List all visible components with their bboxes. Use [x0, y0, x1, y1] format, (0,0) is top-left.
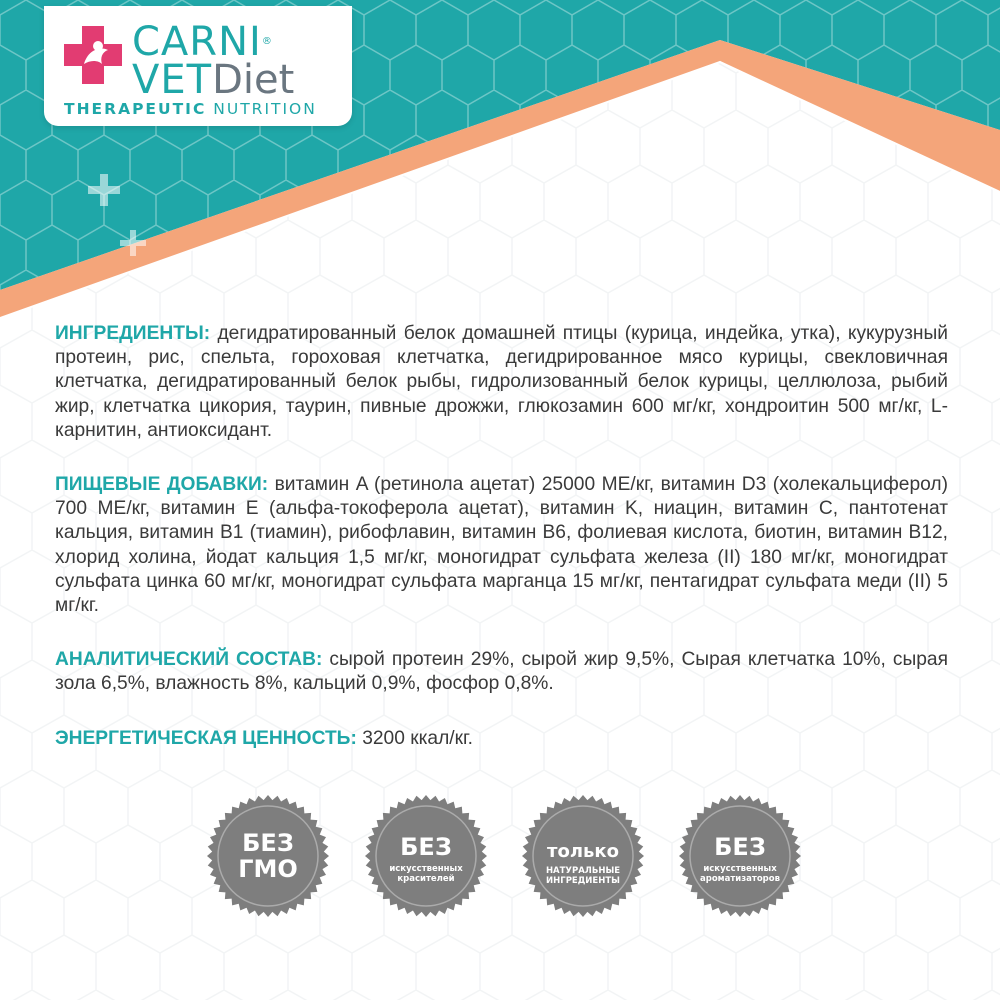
- additives-text: витамин A (ретинола ацетат) 25000 МЕ/кг, витамин D3 (холекальциферол) 700 МЕ/кг, витамин E (альфа-токоферола ацетат), витамин K, ниацин, витамин C, пантотенат кальция, витамин B1 (тиамин), рибофлавин, витамин B6, фолиевая кислота, биотин, витамин B12, хлорид холина, йодат кальция 1,5 мг/кг, моногидрат сульфата железа (II) 180 мг/кг, моногидрат сульфата цинка 60 мг/кг, моногидрат сульфата марганца 15 мг/кг, пентагидрат сульфата меди (II) 5 мг/кг.: [55, 474, 948, 617]
- badge-no-gmo: [206, 794, 330, 918]
- additives-paragraph: [55, 473, 948, 618]
- brand-name-line1: CARNI®: [132, 19, 273, 65]
- badge-line2: красителей: [397, 874, 455, 884]
- brand-name-line2: VETDiet: [132, 57, 295, 103]
- energy-label: ЭНЕРГЕТИЧЕСКАЯ ЦЕННОСТЬ:: [55, 727, 357, 749]
- product-composition: [55, 322, 948, 781]
- energy-text: 3200 ккал/кг.: [356, 727, 473, 749]
- medical-cross-pet-icon: [62, 24, 124, 86]
- badge-line1: искусственных: [703, 864, 777, 874]
- brand-logo: [44, 6, 352, 126]
- badge-no-flavorings: [678, 794, 802, 918]
- additives-label: ПИЩЕВЫЕ ДОБАВКИ:: [55, 474, 269, 496]
- badge-line2: ароматизаторов: [700, 874, 780, 884]
- ingredients-label: ИНГРЕДИЕНТЫ:: [55, 323, 211, 344]
- brand-tagline: THERAPEUTIC NUTRITION: [64, 100, 317, 118]
- analysis-label: АНАЛИТИЧЕСКИЙ СОСТАВ:: [55, 649, 323, 671]
- badge-line2: ИНГРЕДИЕНТЫ: [546, 876, 620, 886]
- badge-line1: НАТУРАЛЬНЫЕ: [545, 866, 621, 876]
- badge-subtitle: ГМО: [238, 855, 298, 883]
- badge-title: БЕЗ: [714, 833, 766, 861]
- badge-no-colorants: [364, 794, 488, 918]
- ingredients-text: дегидратированный белок домашней птицы (курица, индейка, утка), кукурузный протеин, рис, спельта, гороховая клетчатка, дегидрированное мясо курицы, свекловичная клетчатка, дегидратированный белок рыбы, гидролизованный белок курицы, целлюлоза, рыбий жир, клетчатка цикория, таурин, пивные дрожжи, глюкозамин 600 мг/кг, хондроитин 500 мг/кг, L-карнитин, антиоксидант.: [55, 323, 948, 441]
- badge-line1: искусственных: [389, 864, 463, 874]
- badge-title: БЕЗ: [400, 833, 452, 861]
- ingredients-paragraph: [55, 322, 948, 443]
- analysis-paragraph: [55, 648, 948, 696]
- energy-paragraph: [55, 727, 948, 751]
- badge-title: только: [547, 841, 619, 862]
- badge-title: БЕЗ: [242, 829, 294, 857]
- analysis-text: сырой протеин 29%, сырой жир 9,5%, Сырая клетчатка 10%, сырая зола 6,5%, влажность 8%, кальций 0,9%, фосфор 0,8%.: [55, 649, 948, 695]
- badge-natural-ingredients: [521, 794, 645, 918]
